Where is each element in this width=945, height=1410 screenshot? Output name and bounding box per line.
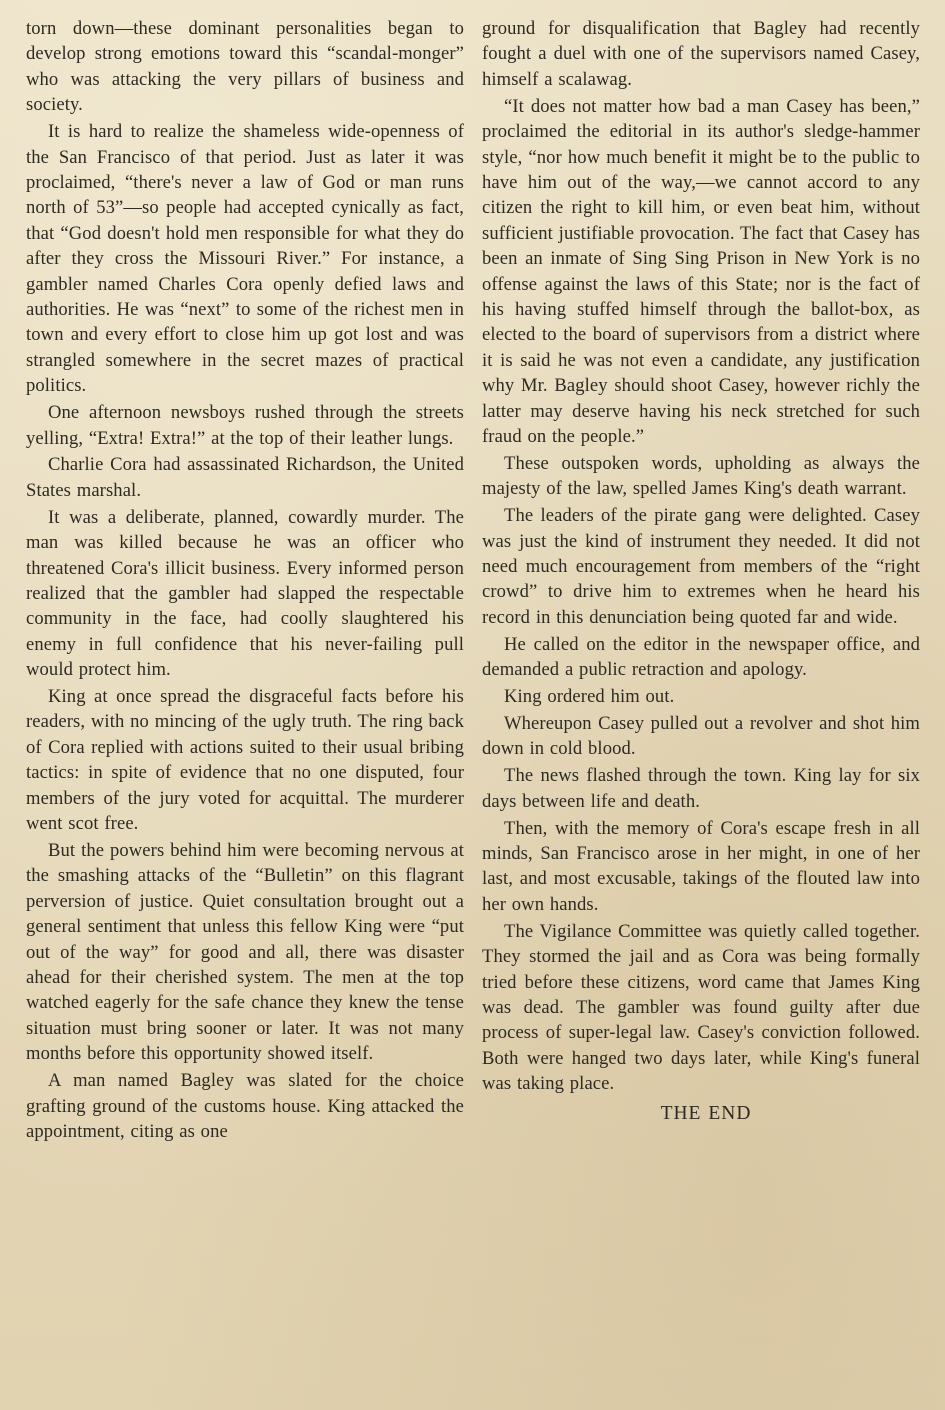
end-marker: THE END [660, 1102, 752, 1124]
paragraph: A man named Bagley was slated for the choice grafting ground of the customs house. King attacked the appointment, citing as one [26, 1070, 464, 1142]
paragraph: One afternoon newsboys rushed through the streets yelling, “Extra! Extra!” at the top of their leather lungs. [26, 402, 464, 449]
paragraph: It is hard to realize the shameless wide-openness of the San Francisco of that period. Just as later it was proclaimed, “there's never a law of God or man runs north of 53”—so people had accepted cynically as fact, that “God doesn't hold men responsible for what they do after they cross the Missouri River.” For instance, a gambler named Charles Cora openly defied laws and authorities. He was “next” to some of the richest men in town and every effort to close him up got lost and was strangled somewhere in the secret mazes of practical politics. [26, 121, 464, 397]
paragraph: torn down—these dominant personalities began to develop strong emotions toward this “scandal-monger” who was attacking the very pillars of business and society. [26, 18, 464, 116]
paragraph: King at once spread the disgraceful facts before his readers, with no mincing of the ugly truth. The ring back of Cora replied with actions suited to their usual bribing tactics: in spite of evidence that no one disputed, four members of the jury voted for acquittal. The murderer went scot free. [26, 686, 464, 835]
paragraph: King ordered him out. [504, 686, 675, 708]
paragraph: But the powers behind him were becoming nervous at the smashing attacks of the “Bulletin” on this flagrant perversion of justice. Quiet consultation brought out a general sentiment that unless this fellow King were “put out of the way” for good and all, there was disaster ahead for their cherished system. The men at the top watched eagerly for the safe chance they knew the tense situation must bring sooner or later. It was not many months before this opportunity showed itself. [26, 840, 464, 1065]
left-column [26, 16, 464, 1146]
paragraph: The Vigilance Committee was quietly called together. They stormed the jail and as Cora was being formally tried before these citizens, word came that James King was dead. The gambler was found guilty after due process of super-legal law. Casey's conviction followed. Both were hanged two days later, while King's funeral was taking place. [482, 920, 920, 1095]
paragraph: Charlie Cora had assassinated Richardson, the United States marshal. [26, 454, 464, 501]
paragraph: “It does not matter how bad a man Casey has been,” proclaimed the editorial in its author's sledge-hammer style, “nor how much benefit it might be to the public to have him out of the way,—we cannot accord to any citizen the right to kill him, or even beat him, without sufficient justifiable provocation. The fact that Casey has been an inmate of Sing Sing Prison in New York is no offense against the laws of this State; nor is the fact of his having stuffed himself through the ballot-box, as elected to the board of supervisors from a district where it is said he was not even a candidate, any justification why Mr. Bagley should shoot Casey, however richly the latter may deserve having his neck stretched for such fraud on the people.” [482, 95, 920, 447]
paragraph: ground for disqualification that Bagley had recently fought a duel with one of the supervisors named Casey, himself a scalawag. [482, 18, 920, 90]
paragraph: Then, with the memory of Cora's escape fresh in all minds, San Francisco arose in her might, in one of her last, and most excusable, takings of the flouted law into her own hands. [482, 817, 920, 915]
paragraph: Whereupon Casey pulled out a revolver and shot him down in cold blood. [482, 712, 920, 760]
paragraph: He called on the editor in the newspaper office, and demanded a public retraction and apology. [482, 633, 920, 681]
paragraph: It was a deliberate, planned, cowardly murder. The man was killed because he was an officer who threatened Cora's illicit business. Every informed person realized that the gambler had slapped the respectable community in the face, had coolly slaughtered his enemy in full confidence that his never-failing pull would protect him. [26, 506, 464, 681]
paragraph: The leaders of the pirate gang were delighted. Casey was just the kind of instrument they needed. It did not need much encouragement from members of the “right crowd” to drive him to extremes when he heard his record in this denunciation being quoted far and wide. [482, 505, 920, 628]
paragraph: These outspoken words, upholding as always the majesty of the law, spelled James King's death warrant. [482, 452, 920, 500]
right-column [482, 16, 920, 1126]
paragraph: The news flashed through the town. King lay for six days between life and death. [482, 765, 920, 812]
